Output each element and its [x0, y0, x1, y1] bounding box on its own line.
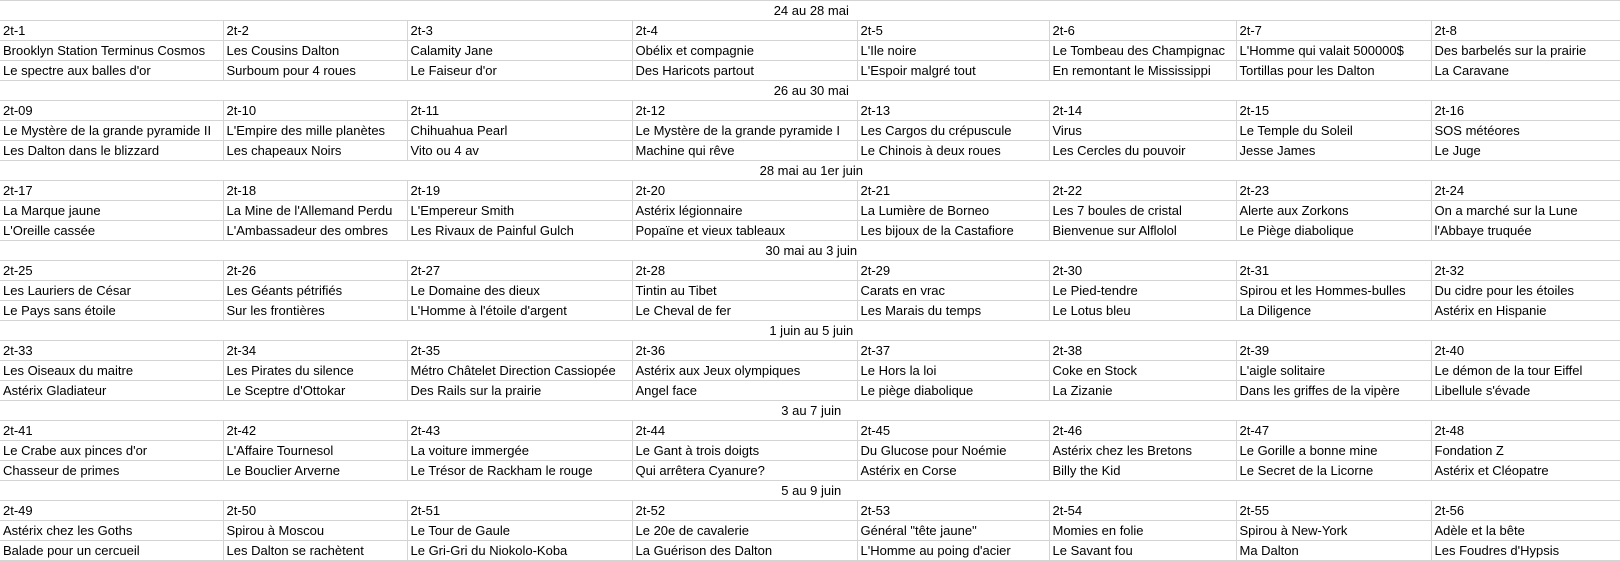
- title-cell[interactable]: Des barbelés sur la prairie: [1431, 41, 1620, 61]
- title-cell[interactable]: Le Secret de la Licorne: [1236, 461, 1431, 481]
- title-cell[interactable]: Les Rivaux de Painful Gulch: [407, 221, 632, 241]
- period-header-cell[interactable]: 24 au 28 mai: [0, 1, 1620, 21]
- title-cell[interactable]: Alerte aux Zorkons: [1236, 201, 1431, 221]
- code-cell[interactable]: 2t-23: [1236, 181, 1431, 201]
- title-cell[interactable]: Général "tête jaune": [857, 521, 1049, 541]
- period-row: [0, 321, 1620, 341]
- title-cell[interactable]: Le Lotus bleu: [1049, 301, 1236, 321]
- code-row: [0, 261, 1620, 281]
- code-row: [0, 501, 1620, 521]
- period-header-cell[interactable]: 28 mai au 1er juin: [0, 161, 1620, 181]
- period-row: [0, 241, 1620, 261]
- title-row: [0, 121, 1620, 141]
- code-cell[interactable]: 2t-8: [1431, 21, 1620, 41]
- title-cell[interactable]: Qui arrêtera Cyanure?: [632, 461, 857, 481]
- code-cell[interactable]: 2t-45: [857, 421, 1049, 441]
- title-cell[interactable]: Les chapeaux Noirs: [223, 141, 407, 161]
- spreadsheet-body: [0, 1, 1620, 561]
- code-cell[interactable]: 2t-37: [857, 341, 1049, 361]
- period-header-cell[interactable]: 1 juin au 5 juin: [0, 321, 1620, 341]
- title-cell[interactable]: Les Lauriers de César: [0, 281, 223, 301]
- title-cell[interactable]: Le Cheval de fer: [632, 301, 857, 321]
- title-cell[interactable]: Libellule s'évade: [1431, 381, 1620, 401]
- code-cell[interactable]: 2t-56: [1431, 501, 1620, 521]
- title-cell[interactable]: Popaïne et vieux tableaux: [632, 221, 857, 241]
- title-cell[interactable]: Le Domaine des dieux: [407, 281, 632, 301]
- code-cell[interactable]: 2t-3: [407, 21, 632, 41]
- code-cell[interactable]: 2t-6: [1049, 21, 1236, 41]
- title-cell[interactable]: Billy the Kid: [1049, 461, 1236, 481]
- title-cell[interactable]: Les Cousins Dalton: [223, 41, 407, 61]
- title-cell[interactable]: Le piège diabolique: [857, 381, 1049, 401]
- title-cell[interactable]: Les Dalton dans le blizzard: [0, 141, 223, 161]
- title-row: [0, 61, 1620, 81]
- code-cell[interactable]: 2t-12: [632, 101, 857, 121]
- code-cell[interactable]: 2t-52: [632, 501, 857, 521]
- title-cell[interactable]: Astérix et Cléopatre: [1431, 461, 1620, 481]
- title-row: [0, 441, 1620, 461]
- title-cell[interactable]: La Zizanie: [1049, 381, 1236, 401]
- title-cell[interactable]: Le Faiseur d'or: [407, 61, 632, 81]
- title-cell[interactable]: Les Géants pétrifiés: [223, 281, 407, 301]
- title-cell[interactable]: Spirou à Moscou: [223, 521, 407, 541]
- code-cell[interactable]: 2t-27: [407, 261, 632, 281]
- title-cell[interactable]: Sur les frontières: [223, 301, 407, 321]
- code-cell[interactable]: 2t-19: [407, 181, 632, 201]
- title-row: [0, 521, 1620, 541]
- code-cell[interactable]: 2t-25: [0, 261, 223, 281]
- period-row: [0, 401, 1620, 421]
- title-cell[interactable]: Chihuahua Pearl: [407, 121, 632, 141]
- title-cell[interactable]: Le Trésor de Rackham le rouge: [407, 461, 632, 481]
- title-row: [0, 381, 1620, 401]
- title-cell[interactable]: Le Pays sans étoile: [0, 301, 223, 321]
- code-cell[interactable]: 2t-33: [0, 341, 223, 361]
- title-cell[interactable]: L'aigle solitaire: [1236, 361, 1431, 381]
- title-cell[interactable]: Astérix en Corse: [857, 461, 1049, 481]
- title-row: [0, 301, 1620, 321]
- period-header-cell[interactable]: 3 au 7 juin: [0, 401, 1620, 421]
- title-cell[interactable]: L'Ile noire: [857, 41, 1049, 61]
- title-cell[interactable]: Le Gant à trois doigts: [632, 441, 857, 461]
- title-cell[interactable]: L'Ambassadeur des ombres: [223, 221, 407, 241]
- code-cell[interactable]: 2t-34: [223, 341, 407, 361]
- title-cell[interactable]: L'Homme à l'étoile d'argent: [407, 301, 632, 321]
- title-row: [0, 41, 1620, 61]
- code-cell[interactable]: 2t-41: [0, 421, 223, 441]
- code-row: [0, 181, 1620, 201]
- title-cell[interactable]: Vito ou 4 av: [407, 141, 632, 161]
- code-cell[interactable]: 2t-5: [857, 21, 1049, 41]
- title-cell[interactable]: Le Gorille a bonne mine: [1236, 441, 1431, 461]
- title-cell[interactable]: La voiture immergée: [407, 441, 632, 461]
- title-cell[interactable]: Spirou et les Hommes-bulles: [1236, 281, 1431, 301]
- title-cell[interactable]: Le démon de la tour Eiffel: [1431, 361, 1620, 381]
- title-cell[interactable]: Spirou à New-York: [1236, 521, 1431, 541]
- code-cell[interactable]: 2t-49: [0, 501, 223, 521]
- title-cell[interactable]: Le Temple du Soleil: [1236, 121, 1431, 141]
- title-cell[interactable]: Du cidre pour les étoiles: [1431, 281, 1620, 301]
- code-cell[interactable]: 2t-29: [857, 261, 1049, 281]
- code-cell[interactable]: 2t-11: [407, 101, 632, 121]
- period-header-cell[interactable]: 5 au 9 juin: [0, 481, 1620, 501]
- title-cell[interactable]: Le Tour de Gaule: [407, 521, 632, 541]
- title-row: [0, 281, 1620, 301]
- title-cell[interactable]: Les Dalton se rachètent: [223, 541, 407, 561]
- code-cell[interactable]: 2t-13: [857, 101, 1049, 121]
- title-cell[interactable]: L'Oreille cassée: [0, 221, 223, 241]
- title-cell[interactable]: Le Bouclier Arverne: [223, 461, 407, 481]
- title-cell[interactable]: Les Pirates du silence: [223, 361, 407, 381]
- code-cell[interactable]: 2t-4: [632, 21, 857, 41]
- code-cell[interactable]: 2t-24: [1431, 181, 1620, 201]
- title-cell[interactable]: Astérix Gladiateur: [0, 381, 223, 401]
- code-cell[interactable]: 2t-55: [1236, 501, 1431, 521]
- title-cell[interactable]: Ma Dalton: [1236, 541, 1431, 561]
- code-cell[interactable]: 2t-2: [223, 21, 407, 41]
- code-row: [0, 341, 1620, 361]
- title-cell[interactable]: Carats en vrac: [857, 281, 1049, 301]
- code-cell[interactable]: 2t-39: [1236, 341, 1431, 361]
- code-cell[interactable]: 2t-7: [1236, 21, 1431, 41]
- code-cell[interactable]: 2t-44: [632, 421, 857, 441]
- code-row: [0, 421, 1620, 441]
- title-cell[interactable]: La Lumière de Borneo: [857, 201, 1049, 221]
- title-cell[interactable]: La Diligence: [1236, 301, 1431, 321]
- title-row: [0, 221, 1620, 241]
- title-cell[interactable]: Le spectre aux balles d'or: [0, 61, 223, 81]
- code-cell[interactable]: 2t-21: [857, 181, 1049, 201]
- code-cell[interactable]: 2t-30: [1049, 261, 1236, 281]
- title-cell[interactable]: Obélix et compagnie: [632, 41, 857, 61]
- title-cell[interactable]: Tortillas pour les Dalton: [1236, 61, 1431, 81]
- title-cell[interactable]: Tintin au Tibet: [632, 281, 857, 301]
- code-cell[interactable]: 2t-36: [632, 341, 857, 361]
- code-cell[interactable]: 2t-42: [223, 421, 407, 441]
- period-row: [0, 81, 1620, 101]
- title-row: [0, 201, 1620, 221]
- title-cell[interactable]: Bienvenue sur Alflolol: [1049, 221, 1236, 241]
- code-cell[interactable]: 2t-14: [1049, 101, 1236, 121]
- code-cell[interactable]: 2t-35: [407, 341, 632, 361]
- title-cell[interactable]: L'Homme qui valait 500000$: [1236, 41, 1431, 61]
- title-cell[interactable]: Dans les griffes de la vipère: [1236, 381, 1431, 401]
- title-cell[interactable]: La Mine de l'Allemand Perdu: [223, 201, 407, 221]
- title-cell[interactable]: Le 20e de cavalerie: [632, 521, 857, 541]
- title-cell[interactable]: La Caravane: [1431, 61, 1620, 81]
- title-cell[interactable]: Angel face: [632, 381, 857, 401]
- title-cell[interactable]: Le Hors la loi: [857, 361, 1049, 381]
- code-cell[interactable]: 2t-46: [1049, 421, 1236, 441]
- title-cell[interactable]: En remontant le Mississippi: [1049, 61, 1236, 81]
- title-cell[interactable]: L'Affaire Tournesol: [223, 441, 407, 461]
- code-cell[interactable]: 2t-17: [0, 181, 223, 201]
- period-row: [0, 481, 1620, 501]
- title-cell[interactable]: Des Rails sur la prairie: [407, 381, 632, 401]
- title-cell[interactable]: SOS météores: [1431, 121, 1620, 141]
- title-cell[interactable]: On a marché sur la Lune: [1431, 201, 1620, 221]
- title-cell[interactable]: Calamity Jane: [407, 41, 632, 61]
- code-cell[interactable]: 2t-38: [1049, 341, 1236, 361]
- title-cell[interactable]: Le Savant fou: [1049, 541, 1236, 561]
- title-cell[interactable]: Momies en folie: [1049, 521, 1236, 541]
- title-cell[interactable]: Balade pour un cercueil: [0, 541, 223, 561]
- title-cell[interactable]: La Marque jaune: [0, 201, 223, 221]
- title-cell[interactable]: Astérix chez les Bretons: [1049, 441, 1236, 461]
- code-cell[interactable]: 2t-47: [1236, 421, 1431, 441]
- title-cell[interactable]: Brooklyn Station Terminus Cosmos: [0, 41, 223, 61]
- title-cell[interactable]: Le Mystère de la grande pyramide I: [632, 121, 857, 141]
- title-cell[interactable]: Les bijoux de la Castafiore: [857, 221, 1049, 241]
- title-cell[interactable]: L'Empire des mille planètes: [223, 121, 407, 141]
- code-cell[interactable]: 2t-10: [223, 101, 407, 121]
- title-row: [0, 141, 1620, 161]
- title-cell[interactable]: L'Empereur Smith: [407, 201, 632, 221]
- code-cell[interactable]: 2t-16: [1431, 101, 1620, 121]
- title-cell[interactable]: Le Tombeau des Champignac: [1049, 41, 1236, 61]
- title-cell[interactable]: Virus: [1049, 121, 1236, 141]
- code-cell[interactable]: 2t-50: [223, 501, 407, 521]
- title-cell[interactable]: Le Chinois à deux roues: [857, 141, 1049, 161]
- title-cell[interactable]: Le Sceptre d'Ottokar: [223, 381, 407, 401]
- code-cell[interactable]: 2t-1: [0, 21, 223, 41]
- title-cell[interactable]: Le Pied-tendre: [1049, 281, 1236, 301]
- title-cell[interactable]: L'Homme au poing d'acier: [857, 541, 1049, 561]
- title-cell[interactable]: La Guérison des Dalton: [632, 541, 857, 561]
- period-row: [0, 1, 1620, 21]
- title-cell[interactable]: Jesse James: [1236, 141, 1431, 161]
- title-cell[interactable]: Les Oiseaux du maitre: [0, 361, 223, 381]
- title-cell[interactable]: Les Cargos du crépuscule: [857, 121, 1049, 141]
- code-cell[interactable]: 2t-51: [407, 501, 632, 521]
- period-header-cell[interactable]: 26 au 30 mai: [0, 81, 1620, 101]
- title-cell[interactable]: Astérix légionnaire: [632, 201, 857, 221]
- code-cell[interactable]: 2t-20: [632, 181, 857, 201]
- title-cell[interactable]: Coke en Stock: [1049, 361, 1236, 381]
- title-cell[interactable]: Les Marais du temps: [857, 301, 1049, 321]
- title-cell[interactable]: Fondation Z: [1431, 441, 1620, 461]
- code-cell[interactable]: 2t-09: [0, 101, 223, 121]
- title-row: [0, 361, 1620, 381]
- title-cell[interactable]: Le Gri-Gri du Niokolo-Koba: [407, 541, 632, 561]
- title-cell[interactable]: L'Espoir malgré tout: [857, 61, 1049, 81]
- title-row: [0, 541, 1620, 561]
- title-cell[interactable]: Astérix aux Jeux olympiques: [632, 361, 857, 381]
- title-cell[interactable]: Surboum pour 4 roues: [223, 61, 407, 81]
- title-cell[interactable]: Le Piège diabolique: [1236, 221, 1431, 241]
- title-cell[interactable]: Les 7 boules de cristal: [1049, 201, 1236, 221]
- code-cell[interactable]: 2t-43: [407, 421, 632, 441]
- code-cell[interactable]: 2t-28: [632, 261, 857, 281]
- code-cell[interactable]: 2t-54: [1049, 501, 1236, 521]
- title-cell[interactable]: Adèle et la bête: [1431, 521, 1620, 541]
- code-cell[interactable]: 2t-22: [1049, 181, 1236, 201]
- title-cell[interactable]: Chasseur de primes: [0, 461, 223, 481]
- period-row: [0, 161, 1620, 181]
- code-cell[interactable]: 2t-53: [857, 501, 1049, 521]
- code-cell[interactable]: 2t-40: [1431, 341, 1620, 361]
- code-cell[interactable]: 2t-31: [1236, 261, 1431, 281]
- code-cell[interactable]: 2t-26: [223, 261, 407, 281]
- title-cell[interactable]: Métro Châtelet Direction Cassiopée: [407, 361, 632, 381]
- title-cell[interactable]: Les Cercles du pouvoir: [1049, 141, 1236, 161]
- code-cell[interactable]: 2t-48: [1431, 421, 1620, 441]
- title-cell[interactable]: Machine qui rêve: [632, 141, 857, 161]
- title-cell[interactable]: l'Abbaye truquée: [1431, 221, 1620, 241]
- period-header-cell[interactable]: 30 mai au 3 juin: [0, 241, 1620, 261]
- title-cell[interactable]: Le Crabe aux pinces d'or: [0, 441, 223, 461]
- title-cell[interactable]: Le Juge: [1431, 141, 1620, 161]
- code-cell[interactable]: 2t-15: [1236, 101, 1431, 121]
- title-cell[interactable]: Astérix en Hispanie: [1431, 301, 1620, 321]
- title-row: [0, 461, 1620, 481]
- title-cell[interactable]: Astérix chez les Goths: [0, 521, 223, 541]
- title-cell[interactable]: Le Mystère de la grande pyramide II: [0, 121, 223, 141]
- title-cell[interactable]: Du Glucose pour Noémie: [857, 441, 1049, 461]
- code-row: [0, 101, 1620, 121]
- code-cell[interactable]: 2t-32: [1431, 261, 1620, 281]
- code-row: [0, 21, 1620, 41]
- code-cell[interactable]: 2t-18: [223, 181, 407, 201]
- title-cell[interactable]: Des Haricots partout: [632, 61, 857, 81]
- title-cell[interactable]: Les Foudres d'Hypsis: [1431, 541, 1620, 561]
